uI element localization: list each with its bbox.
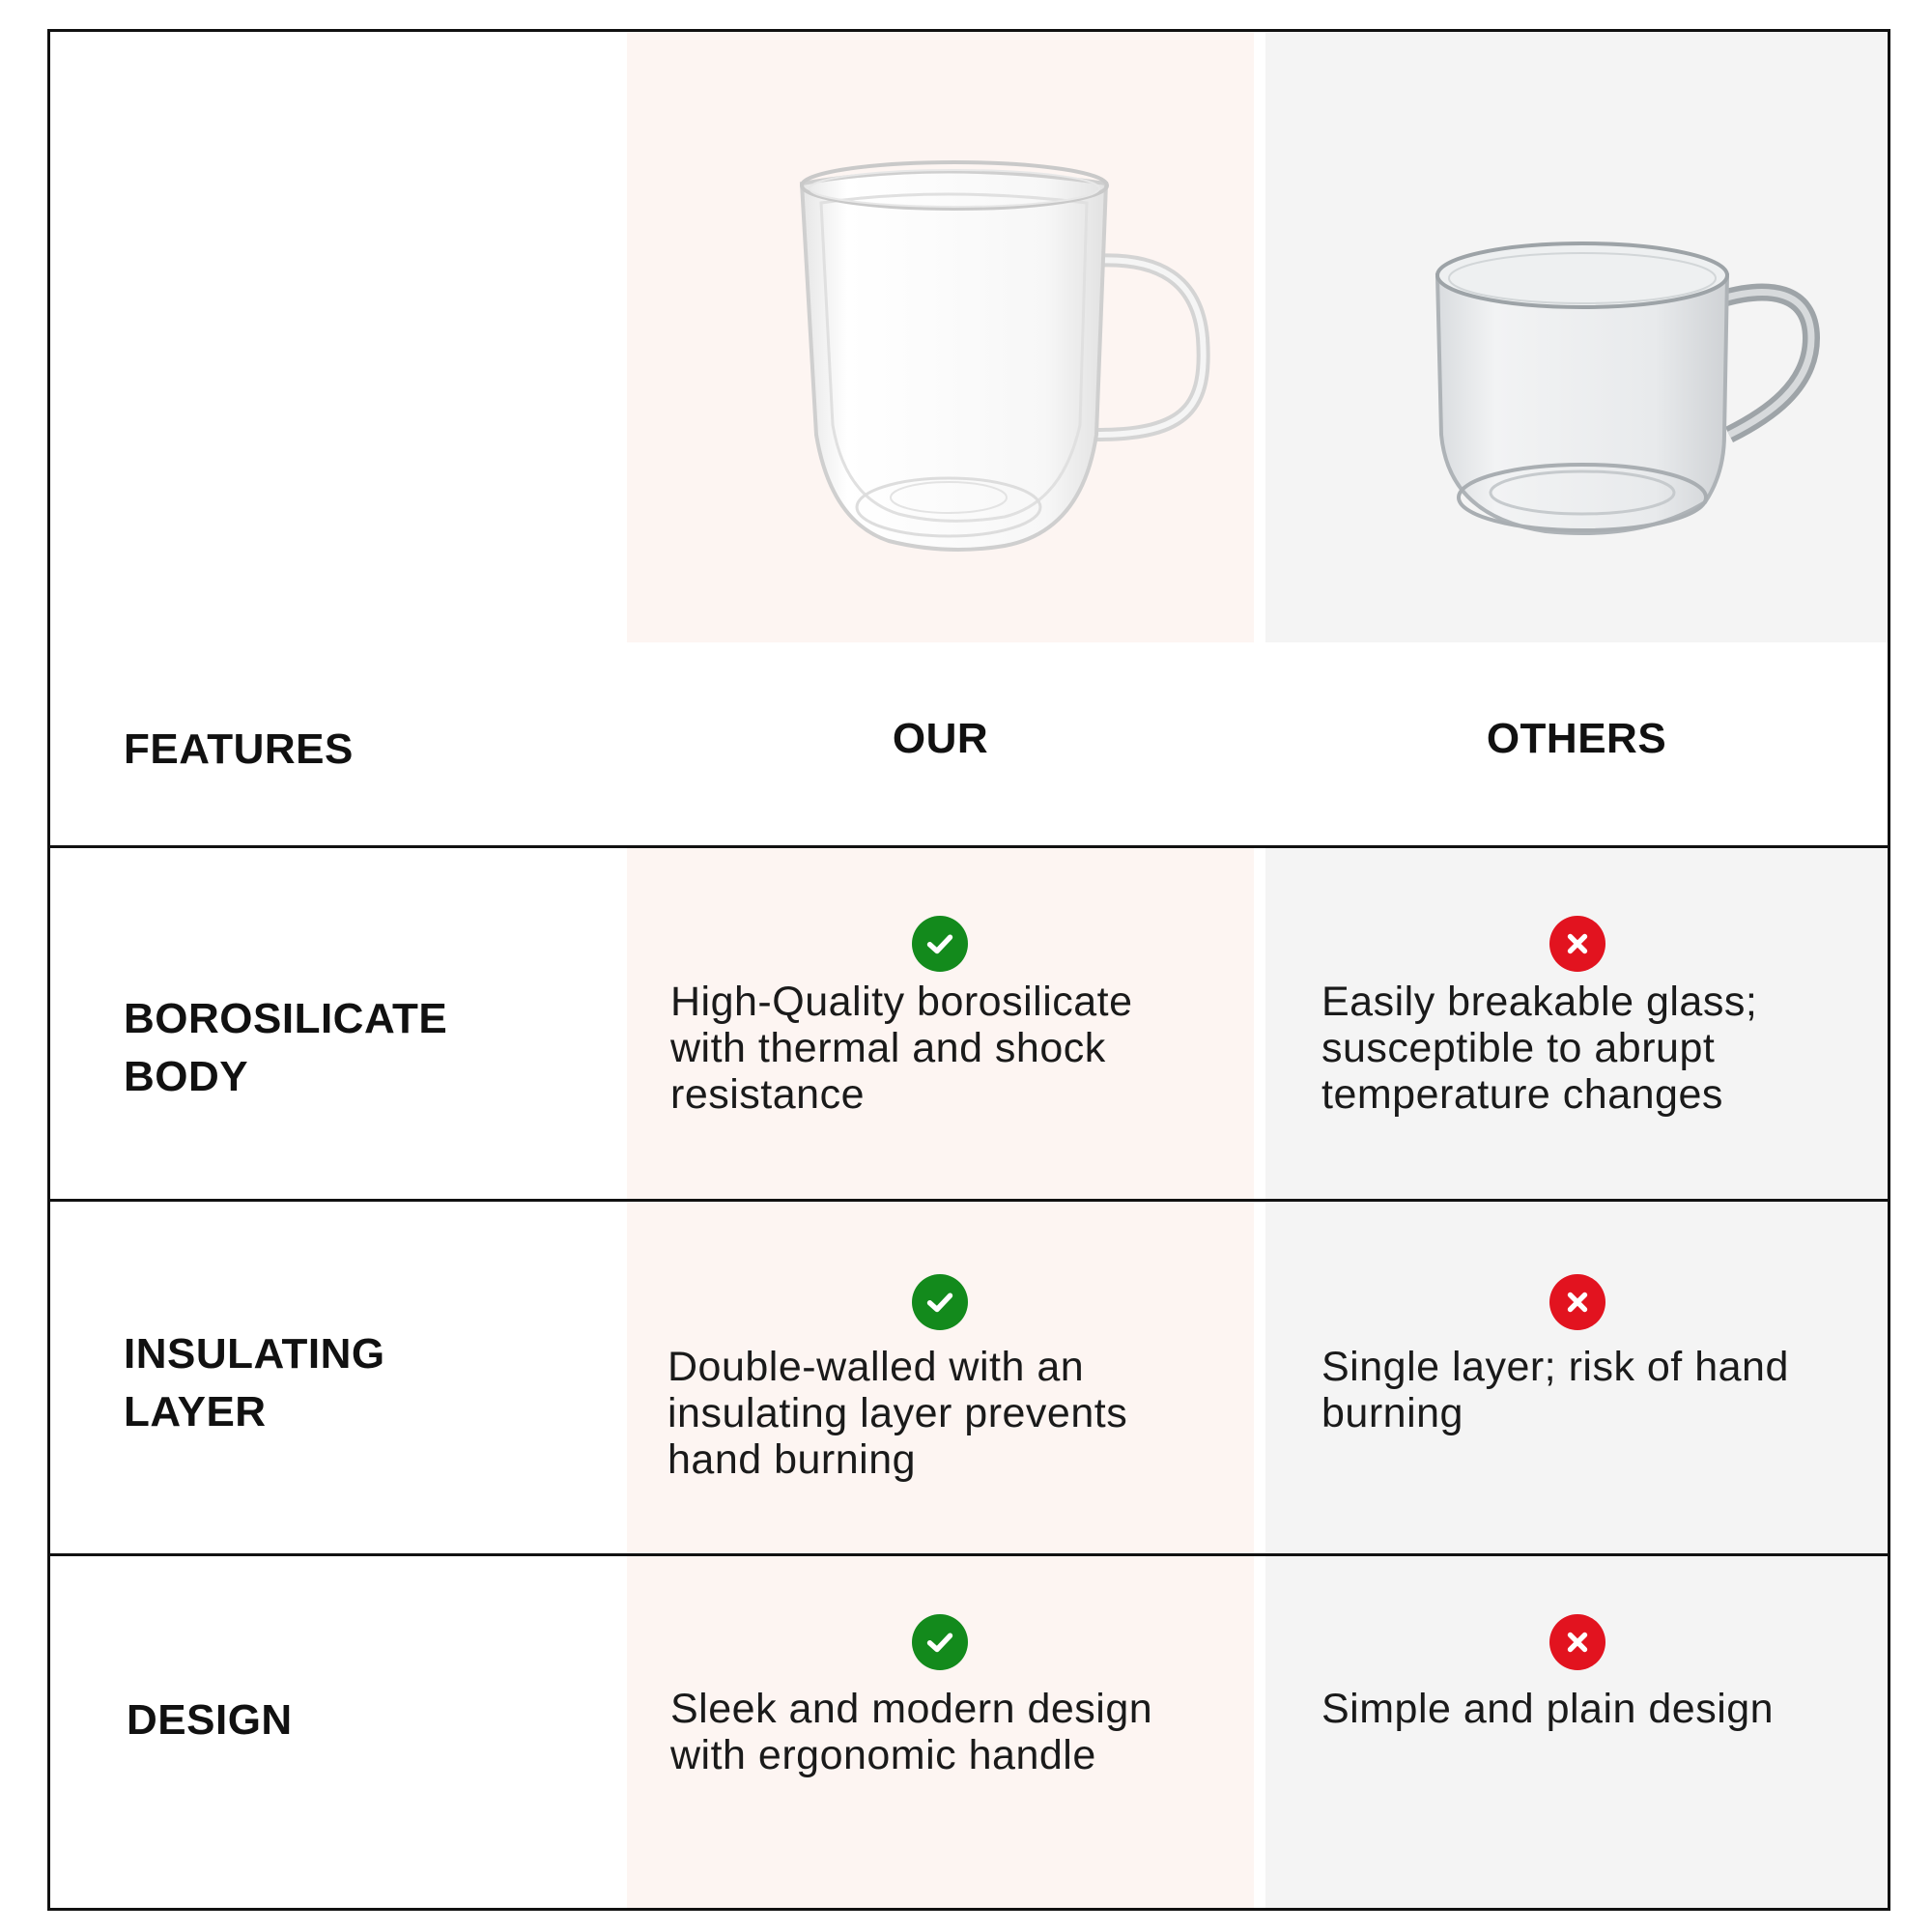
feature-label-insulating: INSULATING LAYER	[124, 1330, 385, 1435]
check-circle-icon	[912, 916, 968, 972]
row-divider	[47, 1199, 1890, 1202]
check-circle-icon	[912, 1274, 968, 1330]
our-cell-design: Sleek and modern design with ergonomic handle	[670, 1686, 1153, 1778]
feature-label-design: DESIGN	[127, 1696, 293, 1744]
our-product-image	[773, 145, 1236, 570]
features-header: FEATURES	[124, 725, 354, 773]
cross-circle-icon	[1549, 1274, 1605, 1330]
cross-circle-icon	[1549, 1614, 1605, 1670]
check-circle-icon	[912, 1614, 968, 1670]
our-cell-borosilicate: High-Quality borosilicate with thermal and shock resistance	[670, 979, 1133, 1118]
row-divider	[47, 845, 1890, 848]
others-product-image	[1420, 232, 1826, 551]
others-cell-insulating: Single layer; risk of hand burning	[1321, 1344, 1789, 1436]
our-cell-insulating: Double-walled with an insulating layer prevents hand burning	[668, 1344, 1128, 1483]
others-column-header: OTHERS	[1486, 715, 1667, 762]
others-cell-design: Simple and plain design	[1321, 1686, 1775, 1732]
feature-label-borosilicate: BOROSILICATE BODY	[124, 995, 448, 1100]
cross-circle-icon	[1549, 916, 1605, 972]
our-column-header: OUR	[892, 715, 989, 762]
row-divider	[47, 1553, 1890, 1556]
others-cell-borosilicate: Easily breakable glass; susceptible to abrupt temperature changes	[1321, 979, 1758, 1118]
